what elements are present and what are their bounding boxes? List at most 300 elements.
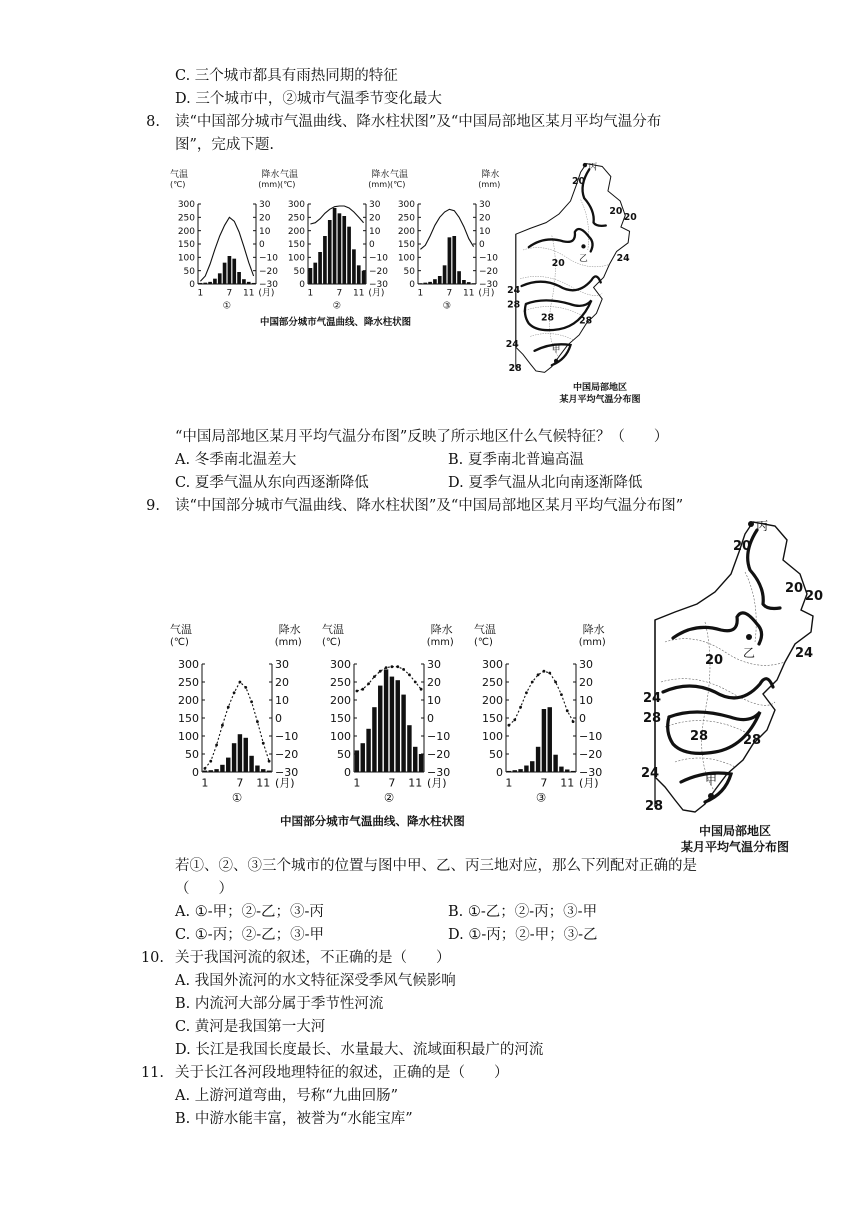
precip-axis-label: 降水 [371, 170, 390, 180]
q8-option-a: A. 冬季南北温差大 [175, 452, 297, 468]
q8-map-caption-1: 中国局部地区 [572, 383, 628, 393]
q9-option-a: A. ①-甲；②-乙；③-丙 [175, 904, 324, 920]
place-bing-label: 丙 [588, 162, 598, 173]
temp-axis-unit: (℃) [474, 637, 493, 649]
place-dot [708, 793, 714, 799]
precip-tick-label: 10 [275, 693, 289, 707]
q10-option-c: C. 黄河是我国第一大河 [175, 1019, 326, 1035]
month-tick-label: 1 [353, 776, 361, 790]
q10-number: 10. [140, 950, 164, 966]
precip-tick-label: −30 [427, 765, 451, 779]
precip-tick-label: −10 [579, 729, 603, 743]
temp-tick-label: 300 [178, 657, 199, 671]
q10-stem: 关于我国河流的叙述，不正确的是（ ） [175, 950, 451, 966]
q9-question-line1: 若①、②、③三个城市的位置与图中甲、乙、丙三地对应，那么下列配对正确的是 [175, 858, 697, 874]
q9-number: 9. [146, 498, 160, 514]
temp-tick-label: 250 [482, 675, 503, 689]
city-label: ② [383, 790, 395, 805]
precip-tick-label: 0 [579, 711, 586, 725]
temp-axis-unit: (℃) [170, 637, 189, 649]
temp-axis-label: 气温 [170, 170, 189, 180]
precip-tick-label: −20 [369, 266, 388, 277]
isotherm-label: 28 [690, 729, 709, 744]
precip-axis-unit: (mm) [274, 637, 302, 649]
q8-question: “中国局部地区某月平均气温分布图”反映了所示地区什么气候特征？（ ） [175, 429, 669, 445]
isotherm-label: 28 [643, 711, 662, 726]
precip-tick-label: −20 [259, 266, 278, 277]
month-tick-label: 11 [243, 288, 255, 299]
precip-bar [457, 271, 461, 284]
precip-tick-label: −30 [479, 280, 498, 291]
precip-tick-label: 0 [275, 711, 282, 725]
q9-question-line2: （ ） [175, 881, 233, 897]
precip-axis-unit: (mm) [368, 178, 391, 189]
precip-bar [462, 280, 466, 284]
temp-tick-label: 250 [177, 213, 195, 224]
isotherm-label: 24 [616, 252, 630, 264]
precip-bar [333, 208, 337, 284]
climate-chart-3 [474, 622, 606, 805]
precip-tick-label: −20 [579, 747, 603, 761]
temp-tick-label: 100 [287, 253, 305, 264]
precip-axis-label: 降水 [261, 170, 280, 180]
temp-tick-label: 100 [177, 253, 195, 264]
climate-chart-1 [170, 622, 302, 805]
isotherm-label: 20 [805, 589, 824, 604]
q9-option-c: C. ①-丙；②-乙；③-甲 [175, 927, 324, 943]
precip-bar [249, 756, 253, 772]
temp-axis-label: 气温 [322, 623, 344, 636]
place-yi-label: 乙 [579, 253, 588, 264]
temp-curve [509, 671, 573, 725]
precip-bar [214, 769, 218, 772]
precip-axis-label: 降水 [430, 623, 453, 636]
month-tick-label: 7 [226, 288, 233, 299]
precip-bar [419, 283, 423, 284]
precip-tick-label: −30 [259, 280, 278, 291]
temp-tick-label: 150 [482, 711, 503, 725]
precip-bar [237, 272, 241, 284]
isotherm-label: 20 [571, 175, 585, 187]
precip-tick-label: 20 [369, 213, 381, 224]
isotherm-label: 24 [641, 766, 660, 781]
precip-bar [467, 282, 471, 284]
precip-tick-label: 30 [259, 200, 271, 211]
precip-bar [548, 707, 552, 772]
precip-bar [342, 216, 346, 284]
precip-tick-label: −10 [259, 253, 278, 264]
isotherm-label: 20 [609, 206, 623, 217]
precip-axis-label: 降水 [481, 170, 500, 180]
precip-bar [530, 761, 534, 772]
place-jia-label: 甲 [705, 773, 718, 787]
precip-tick-label: −30 [369, 280, 388, 291]
temp-tick-label: 300 [287, 200, 305, 211]
month-tick-label: 11 [560, 776, 575, 790]
month-tick-label: 1 [201, 776, 209, 790]
q8-stem-line1: 读“中国部分城市气温曲线、降水柱状图”及“中国局部地区某月平均气温分布 [175, 114, 662, 130]
precip-bar [407, 725, 411, 772]
temp-tick-label: 250 [178, 675, 199, 689]
climate-caption: 中国部分城市气温曲线、降水柱状图 [260, 317, 412, 328]
temp-curve [310, 206, 363, 224]
q9-climate-charts [170, 622, 630, 832]
precip-bar [390, 677, 394, 772]
precip-bar [209, 770, 213, 772]
precip-bar [553, 755, 557, 772]
precip-bar [208, 282, 212, 284]
precip-bar [433, 279, 437, 284]
q8-number: 8. [146, 114, 160, 130]
precip-bar [452, 236, 456, 284]
precip-tick-label: 30 [427, 657, 441, 671]
isotherm-label: 28 [645, 799, 664, 814]
precip-bar [228, 256, 232, 284]
month-tick-label: 1 [505, 776, 513, 790]
month-tick-label: 7 [336, 288, 343, 299]
precip-tick-label: −10 [479, 253, 498, 264]
q9-option-d: D. ①-丙；②-甲；③-乙 [448, 927, 598, 943]
temp-tick-label: 50 [337, 747, 351, 761]
precip-bar [203, 771, 207, 772]
precip-bar [242, 279, 246, 284]
precip-tick-label: 30 [275, 657, 289, 671]
place-dot [583, 163, 587, 167]
q11-option-b: B. 中游水能丰富，被誉为“水能宝库” [175, 1111, 413, 1127]
temp-tick-label: 300 [330, 657, 351, 671]
temp-tick-label: 0 [299, 280, 305, 291]
temp-tick-label: 250 [397, 213, 415, 224]
q11-number: 11. [140, 1065, 164, 1081]
month-tick-label: 1 [417, 288, 424, 299]
isotherm-label: 28 [743, 733, 762, 748]
temp-tick-label: 300 [482, 657, 503, 671]
temp-curve [205, 682, 269, 768]
temp-tick-label: 100 [330, 729, 351, 743]
precip-tick-label: 30 [479, 200, 491, 211]
precip-bar [378, 686, 382, 772]
precip-bar [413, 747, 417, 772]
precip-bar [518, 769, 522, 772]
q7-option-d: D. 三个城市中，②城市气温季节变化最大 [175, 91, 442, 107]
precip-tick-label: 30 [579, 657, 593, 671]
temp-axis-unit: (℃) [322, 637, 341, 649]
precip-bar [220, 765, 224, 772]
month-tick-label: 7 [446, 288, 453, 299]
isotherm-label: 20 [733, 539, 752, 554]
temp-axis-label: 气温 [280, 170, 299, 180]
temp-tick-label: 200 [330, 693, 351, 707]
temp-axis-label: 气温 [170, 623, 192, 636]
temp-tick-label: 250 [287, 213, 305, 224]
place-yi-label: 乙 [743, 646, 756, 660]
precip-tick-label: 30 [369, 200, 381, 211]
isotherm-line [748, 530, 780, 609]
precip-bar [352, 249, 356, 284]
climate-caption: 中国部分城市气温曲线、降水柱状图 [280, 814, 465, 828]
q10-option-a: A. 我国外流河的水文特征深受季风气候影响 [175, 973, 456, 989]
city-label: ③ [535, 790, 547, 805]
temp-tick-label: 50 [403, 266, 415, 277]
q11-option-a: A. 上游河道弯曲，号称“九曲回肠” [175, 1088, 399, 1104]
precip-axis-label: 降水 [278, 623, 301, 636]
precip-bar [252, 283, 256, 284]
q9-option-b: B. ①-乙；②-丙；③-甲 [448, 904, 598, 920]
q7-option-c: C. 三个城市都具有雨热同期的特征 [175, 68, 398, 84]
precip-bar [396, 680, 400, 772]
map-outline [655, 522, 813, 812]
temp-tick-label: 0 [409, 280, 415, 291]
precip-tick-label: −30 [579, 765, 603, 779]
temp-tick-label: 50 [489, 747, 503, 761]
precip-bar [565, 769, 569, 772]
q8-option-c: C. 夏季气温从东向西逐渐降低 [175, 475, 369, 491]
isotherm-label: 28 [541, 312, 555, 324]
precip-bar [357, 265, 361, 284]
precip-tick-label: 0 [479, 240, 485, 251]
precip-bar [419, 754, 423, 772]
precip-bar [238, 734, 242, 772]
month-unit: (月) [426, 776, 447, 790]
map-outline [516, 164, 630, 373]
month-tick-label: 1 [307, 288, 314, 299]
precip-tick-label: 10 [579, 693, 593, 707]
precip-tick-label: 20 [479, 213, 491, 224]
precip-axis-unit: (mm) [578, 637, 606, 649]
temp-curve [357, 667, 421, 691]
precip-tick-label: 10 [479, 226, 491, 237]
city-label: ③ [442, 300, 452, 312]
place-dot [748, 521, 754, 527]
precip-bar [323, 236, 327, 284]
precip-bar [355, 750, 359, 772]
precip-bar [524, 766, 528, 772]
q9-map-caption-2: 某月平均气温分布图 [680, 840, 790, 854]
temp-tick-label: 200 [397, 226, 415, 237]
precip-tick-label: 20 [427, 675, 441, 689]
temp-tick-label: 200 [287, 226, 305, 237]
month-unit: (月) [368, 288, 385, 299]
temp-tick-label: 150 [397, 240, 415, 251]
precip-bar [366, 729, 370, 772]
precip-tick-label: −20 [479, 266, 498, 277]
precip-tick-label: 20 [259, 213, 271, 224]
temp-axis-unit: (℃) [280, 178, 296, 189]
month-tick-label: 11 [408, 776, 423, 790]
precip-tick-label: 20 [579, 675, 593, 689]
q8-stem-line2: 图”，完成下题. [175, 137, 275, 153]
precip-tick-label: 0 [369, 240, 375, 251]
isotherm-label: 20 [785, 581, 804, 596]
climate-chart-2 [322, 622, 454, 805]
precip-tick-label: −10 [427, 729, 451, 743]
place-dot [746, 634, 752, 640]
precip-axis-label: 降水 [582, 623, 605, 636]
q8-temperature-map [505, 160, 655, 420]
month-tick-label: 11 [256, 776, 271, 790]
precip-bar [443, 265, 447, 284]
temp-curve [420, 209, 473, 249]
isotherm-label: 28 [507, 299, 521, 311]
q10-option-b: B. 内流河大部分属于季节性河流 [175, 996, 384, 1012]
precip-tick-label: 0 [259, 240, 265, 251]
precip-bar [372, 707, 376, 772]
precip-bar [571, 771, 575, 772]
temp-tick-label: 200 [482, 693, 503, 707]
month-unit: (月) [274, 776, 295, 790]
temp-tick-label: 50 [183, 266, 195, 277]
precip-bar [401, 695, 405, 772]
temp-tick-label: 0 [192, 765, 199, 779]
precip-bar [361, 743, 365, 772]
city-label: ① [222, 300, 232, 312]
precip-bar [338, 213, 342, 284]
precip-bar [318, 252, 322, 284]
precip-bar [199, 283, 203, 284]
q8-map-caption-2: 某月平均气温分布图 [559, 395, 641, 405]
month-tick-label: 1 [197, 288, 204, 299]
precip-bar [542, 709, 546, 772]
precip-tick-label: −20 [427, 747, 451, 761]
temp-tick-label: 150 [178, 711, 199, 725]
temp-tick-label: 100 [397, 253, 415, 264]
precip-bar [313, 263, 317, 284]
temp-tick-label: 250 [330, 675, 351, 689]
temp-tick-label: 150 [287, 240, 305, 251]
isotherm-label: 20 [551, 257, 565, 269]
precip-tick-label: −30 [275, 765, 299, 779]
precip-bar [559, 767, 563, 772]
precip-tick-label: 10 [427, 693, 441, 707]
precip-bar [384, 669, 388, 772]
isotherm-label: 28 [579, 315, 593, 327]
temp-point [268, 760, 271, 763]
precip-bar [261, 769, 265, 772]
month-tick-label: 7 [236, 776, 244, 790]
temp-tick-label: 0 [189, 280, 195, 291]
isotherm-line [583, 169, 606, 226]
month-unit: (月) [478, 288, 495, 299]
month-tick-label: 7 [540, 776, 548, 790]
precip-tick-label: 10 [259, 226, 271, 237]
month-tick-label: 11 [353, 288, 365, 299]
precip-bar [213, 279, 217, 284]
precip-tick-label: −10 [275, 729, 299, 743]
temp-tick-label: 200 [177, 226, 195, 237]
temp-tick-label: 50 [293, 266, 305, 277]
temp-axis-unit: (℃) [170, 178, 186, 189]
precip-tick-label: 20 [275, 675, 289, 689]
month-tick-label: 7 [388, 776, 396, 790]
q11-stem: 关于长江各河段地理特征的叙述，正确的是（ ） [175, 1065, 509, 1081]
city-label: ② [332, 300, 342, 312]
place-bing-label: 丙 [756, 519, 769, 533]
precip-bar [223, 263, 227, 284]
month-unit: (月) [578, 776, 599, 790]
temp-axis-label: 气温 [474, 623, 496, 636]
temp-axis-unit: (℃) [390, 178, 406, 189]
precip-axis-unit: (mm) [258, 178, 281, 189]
precip-bar [226, 758, 230, 772]
precip-bar [347, 227, 351, 284]
isotherm-label: 20 [705, 653, 724, 668]
precip-axis-unit: (mm) [478, 178, 501, 189]
precip-tick-label: −20 [275, 747, 299, 761]
place-jia-label: 甲 [551, 345, 561, 356]
isotherm-label: 24 [507, 285, 521, 297]
isotherm-label: 24 [795, 646, 814, 661]
precip-bar [203, 283, 207, 284]
precip-bar [309, 268, 313, 284]
temp-tick-label: 300 [177, 200, 195, 211]
isotherm-line [522, 276, 601, 290]
precip-bar [218, 273, 222, 284]
precip-bar [328, 220, 332, 284]
city-label: ① [231, 790, 243, 805]
isotherm-label: 20 [623, 211, 637, 223]
temp-tick-label: 150 [330, 711, 351, 725]
place-dot [581, 244, 585, 248]
precip-bar [244, 738, 248, 772]
precip-bar [423, 283, 427, 284]
isotherm-label: 28 [508, 362, 522, 374]
isotherm-label: 24 [505, 339, 519, 351]
place-dot [554, 359, 558, 363]
month-tick-label: 11 [463, 288, 475, 299]
climate-chart-3 [390, 168, 500, 311]
precip-axis-unit: (mm) [426, 637, 454, 649]
q8-option-b: B. 夏季南北普遍高温 [448, 452, 584, 468]
climate-chart-2 [280, 168, 390, 311]
precip-tick-label: 0 [427, 711, 434, 725]
temp-tick-label: 300 [397, 200, 415, 211]
precip-bar [448, 237, 452, 284]
precip-bar [247, 282, 251, 284]
precip-bar [507, 771, 511, 772]
precip-bar [232, 259, 236, 284]
q8-climate-charts [170, 168, 520, 328]
q9-stem: 读“中国部分城市气温曲线、降水柱状图”及“中国局部地区某月平均气温分布图” [175, 498, 684, 514]
precip-bar [472, 283, 476, 284]
precip-bar [428, 282, 432, 284]
q10-option-d: D. 长江是我国长度最长、水量最大、流域面积最广的河流 [175, 1042, 544, 1058]
precip-tick-label: 10 [369, 226, 381, 237]
climate-chart-1 [170, 168, 280, 311]
temp-tick-label: 100 [482, 729, 503, 743]
temp-curve [200, 217, 253, 281]
isotherm-label: 24 [643, 691, 662, 706]
precip-bar [362, 271, 366, 284]
precip-bar [232, 743, 236, 772]
temp-tick-label: 0 [496, 765, 503, 779]
precip-bar [267, 771, 271, 772]
isotherm-line [663, 679, 773, 698]
month-unit: (月) [258, 288, 275, 299]
precip-bar [255, 766, 259, 772]
precip-bar [513, 770, 517, 772]
temp-tick-label: 200 [178, 693, 199, 707]
temp-tick-label: 150 [177, 240, 195, 251]
precip-bar [536, 747, 540, 772]
q8-option-d: D. 夏季气温从北向南逐渐降低 [448, 475, 643, 491]
temp-tick-label: 50 [185, 747, 199, 761]
precip-bar [438, 276, 442, 284]
temp-tick-label: 100 [178, 729, 199, 743]
precip-tick-label: −10 [369, 253, 388, 264]
temp-axis-label: 气温 [390, 170, 409, 180]
q9-temperature-map [635, 512, 835, 857]
q9-map-caption-1: 中国局部地区 [698, 824, 772, 838]
